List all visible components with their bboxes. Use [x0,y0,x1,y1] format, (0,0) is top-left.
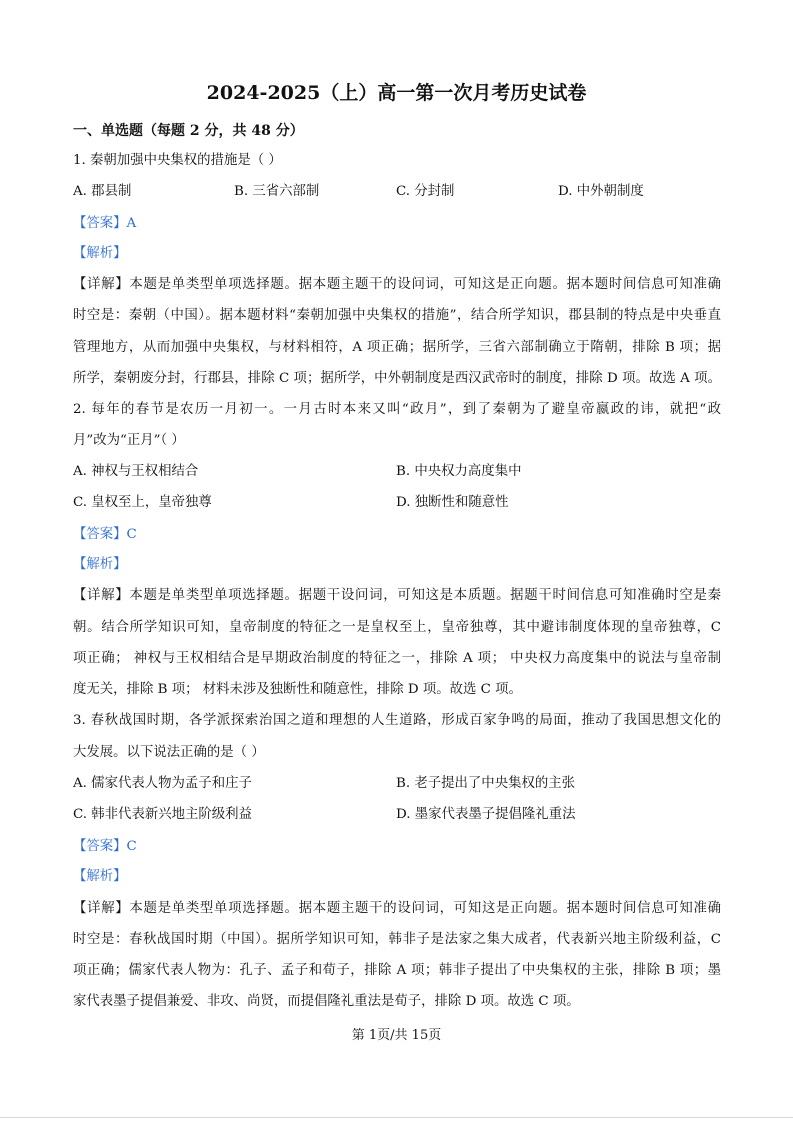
section-heading: 一、单选题（每题 2 分，共 48 分） [73,123,304,139]
question-2-stem-line: 2. 每年的春节是农历一月初一。一月古时本来又叫“政月”，到了秦朝为了避皇帝嬴政的讳，就把“政 [73,402,721,417]
question-3-stem-line: 3. 春秋战国时期，各学派探索治国之道和理想的人生道路，形成百家争鸣的局面，推动了我国思想文化的 [73,713,721,728]
question-3-option-b: B. 老子提出了中央集权的主张 [396,776,576,791]
question-1-option-d: D. 中外朝制度 [558,184,644,199]
page-title: 2024-2025（上）高一第一次月考历史试卷 [206,82,587,104]
question-2-option-a: A. 神权与王权相结合 [73,464,199,479]
question-3-detail-line: 【详解】本题是单类型单项选择题。据本题主题干的设问词，可知这是正向题。据本题时间信息可知准确 [73,901,721,916]
question-2-detail-line: 项正确； 神权与王权相结合是早期政治制度的特征之一，排除 A 项； 中央权力高度集中的说法与皇帝制 [73,651,721,666]
page-footer: 第 1页/共 15页 [351,1028,442,1043]
question-2-stem-line: 月”改为“正月”（ ） [73,433,185,448]
question-2-option-d: D. 独断性和随意性 [396,495,509,510]
question-2-detail-line: 朝。结合所学知识可知，皇帝制度的特征之一是皇权至上，皇帝独尊，其中避讳制度体现的皇帝独尊，C [73,620,721,635]
question-1-answer: 【答案】A [73,216,137,231]
question-3-option-c: C. 韩非代表新兴地主阶级利益 [73,807,252,822]
question-2-option-c: C. 皇权至上，皇帝独尊 [73,495,212,510]
question-3-analysis-label: 【解析】 [73,869,127,884]
question-1-option-a: A. 郡县制 [73,184,132,199]
question-2-option-b: B. 中央权力高度集中 [396,464,522,479]
page-bottom-divider [0,1117,793,1118]
question-1-option-b: B. 三省六部制 [234,184,320,199]
question-3-detail-line: 项正确；儒家代表人物为：孔子、孟子和荀子，排除 A 项；韩非子提出了中央集权的主张，排除 B 项；墨 [73,963,721,978]
question-1-detail-line: 【详解】本题是单类型单项选择题。据本题主题干的设问词，可知这是正向题。据本题时间信息可知准确 [73,277,721,292]
question-1-detail-line: 所学，秦朝废分封，行郡县，排除 C 项；据所学，中外朝制度是西汉武帝时的制度，排除 D 项。故选 A 项。 [73,371,721,386]
question-1-detail-line: 时空是：秦朝（中国）。据本题材料“秦朝加强中央集权的措施”，结合所学知识，郡县制的特点是中央垂直 [73,308,721,323]
question-2-detail-line: 度无关，排除 B 项； 材料未涉及独断性和随意性，排除 D 项。故选 C 项。 [73,682,522,697]
question-3-stem-line: 大发展。以下说法正确的是（ ） [73,745,265,760]
question-1-stem: 1. 秦朝加强中央集权的措施是（ ） [73,153,282,168]
question-3-option-d: D. 墨家代表墨子提倡隆礼重法 [396,807,576,822]
question-1-option-c: C. 分封制 [396,184,455,199]
question-3-answer: 【答案】C [73,839,137,854]
question-2-analysis-label: 【解析】 [73,557,127,572]
question-2-answer: 【答案】C [73,527,137,542]
question-1-analysis-label: 【解析】 [73,246,127,261]
question-3-detail-line: 时空是：春秋战国时期（中国）。据所学知识可知，韩非子是法家之集大成者，代表新兴地主阶级利益，C [73,932,721,947]
question-3-option-a: A. 儒家代表人物为孟子和庄子 [73,776,252,791]
question-3-detail-line: 家代表墨子提倡兼爱、非攻、尚贤，而提倡隆礼重法是荀子，排除 D 项。故选 C 项。 [73,994,580,1009]
question-2-detail-line: 【详解】本题是单类型单项选择题。据题干设问词，可知这是本质题。据题干时间信息可知准确时空是秦 [73,588,721,603]
question-1-detail-line: 管理地方，从而加强中央集权，与材料相符，A 项正确；据所学，三省六部制确立于隋朝，排除 B 项；据 [73,340,721,355]
